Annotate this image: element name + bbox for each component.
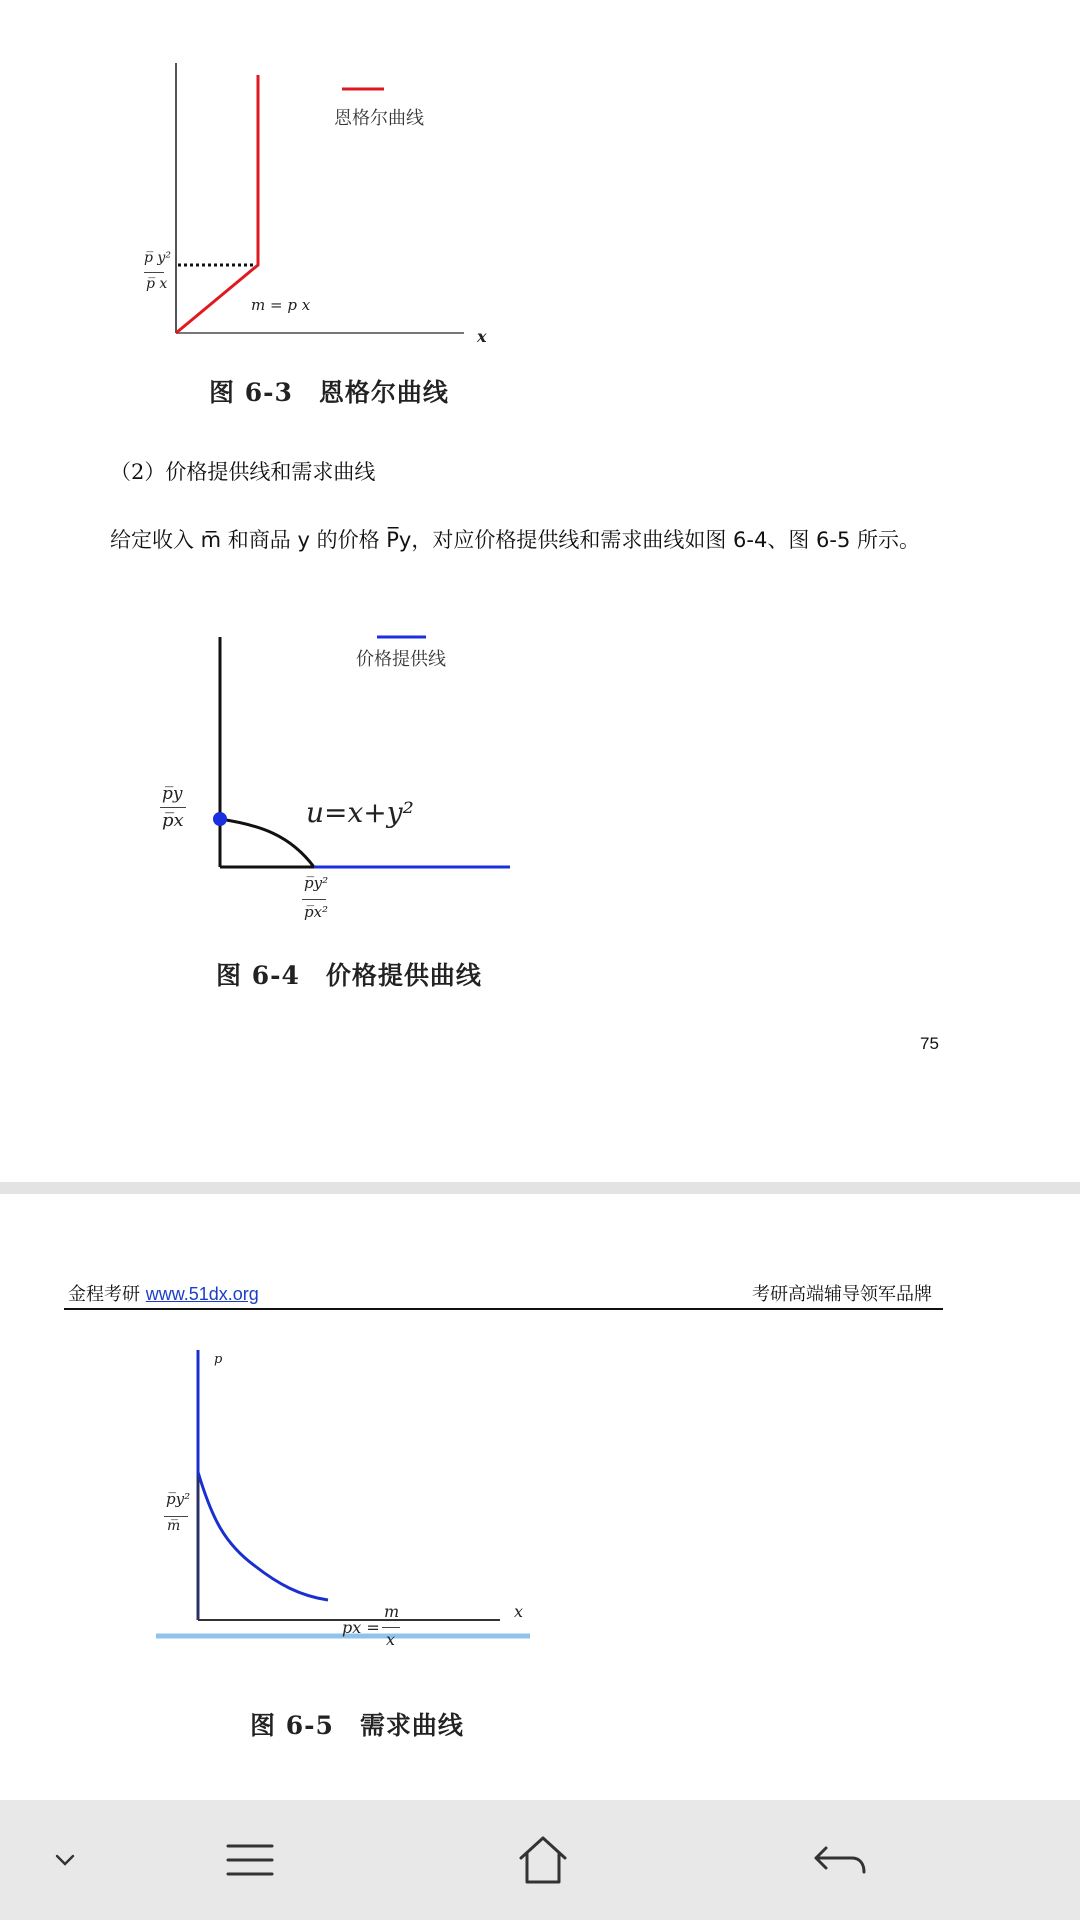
fraction-bar: [160, 807, 186, 808]
back-button[interactable]: [800, 1800, 880, 1920]
figure-6-3-line-label: m = p x: [251, 296, 311, 314]
figure-6-5-ylabel-denominator: m̅: [167, 1518, 181, 1534]
figure-6-4-price-offer-curve: [150, 625, 530, 875]
figure-6-3-x-axis-label: x: [477, 327, 487, 346]
back-icon: [812, 1840, 868, 1880]
page-header-right: 考研高端辅导领军品牌: [752, 1284, 932, 1305]
engel-curve-line: [176, 75, 258, 333]
figure-6-5-x-axis-label: x: [514, 1602, 524, 1621]
figure-6-5-caption: 图 6-5 需求曲线: [250, 1711, 464, 1740]
section-heading: （2）价格提供线和需求曲线: [110, 460, 376, 484]
paragraph-text: 给定收入 m̅ 和商品 y 的价格 P̅y，对应价格提供线和需求曲线如图 6-4、图 6-5 所示。: [110, 528, 920, 552]
figure-6-4-ylabel-denominator: p̅x: [162, 810, 184, 831]
figure-6-3-ylabel-denominator: p̅ x: [146, 276, 168, 292]
figure-6-4-legend-label: 价格提供线: [356, 649, 446, 670]
figure-6-4-xtick-numerator: p̅y²: [304, 874, 329, 892]
figure-6-5-curve-label-left: px =: [342, 1618, 380, 1637]
figure-6-5-curve-label-numerator: m: [384, 1602, 400, 1621]
fraction-bar: [382, 1627, 400, 1628]
figure-6-5-ylabel-numerator: p̅y²: [166, 1490, 191, 1508]
home-button[interactable]: [503, 1800, 583, 1920]
fraction-bar: [164, 1516, 188, 1517]
demand-curve-line: [198, 1472, 328, 1600]
document-page-76: [0, 1194, 1080, 1800]
figure-6-4-caption: 图 6-4 价格提供曲线: [216, 961, 482, 990]
fraction-bar: [144, 272, 164, 273]
header-brand: 金程考研: [68, 1284, 140, 1305]
menu-button[interactable]: [210, 1800, 290, 1920]
figure-6-4-curve-label: u=x+y²: [306, 796, 414, 829]
fraction-bar: [302, 899, 326, 900]
header-website-link[interactable]: www.51dx.org: [145, 1284, 259, 1304]
menu-icon: [224, 1840, 276, 1880]
figure-6-5-demand-curve: [150, 1344, 550, 1644]
collapse-button[interactable]: [30, 1800, 100, 1920]
indifference-curve: [220, 819, 314, 867]
figure-6-3-legend-label: 恩格尔曲线: [334, 108, 424, 129]
figure-6-5-curve-label-denominator: x: [386, 1630, 396, 1649]
figure-6-3-ylabel-numerator: p̅ y²: [144, 250, 171, 266]
figure-6-4-ylabel-numerator: p̅y: [162, 784, 183, 804]
bottom-navigation-bar: [0, 1800, 1080, 1920]
home-icon: [515, 1834, 571, 1886]
page-header-left: [68, 1280, 259, 1306]
header-rule: [64, 1308, 943, 1310]
page-number: 75: [920, 1034, 939, 1053]
figure-6-5-y-axis-label: p: [214, 1352, 223, 1367]
figure-6-3-caption: 图 6-3 恩格尔曲线: [209, 378, 449, 407]
chevron-down-icon: [53, 1852, 77, 1868]
figure-6-3-engel-curve: [130, 55, 510, 355]
page-separator: [0, 1182, 1080, 1194]
figure-6-4-xtick-denominator: p̅x²: [304, 903, 329, 921]
tangency-point: [213, 812, 227, 826]
